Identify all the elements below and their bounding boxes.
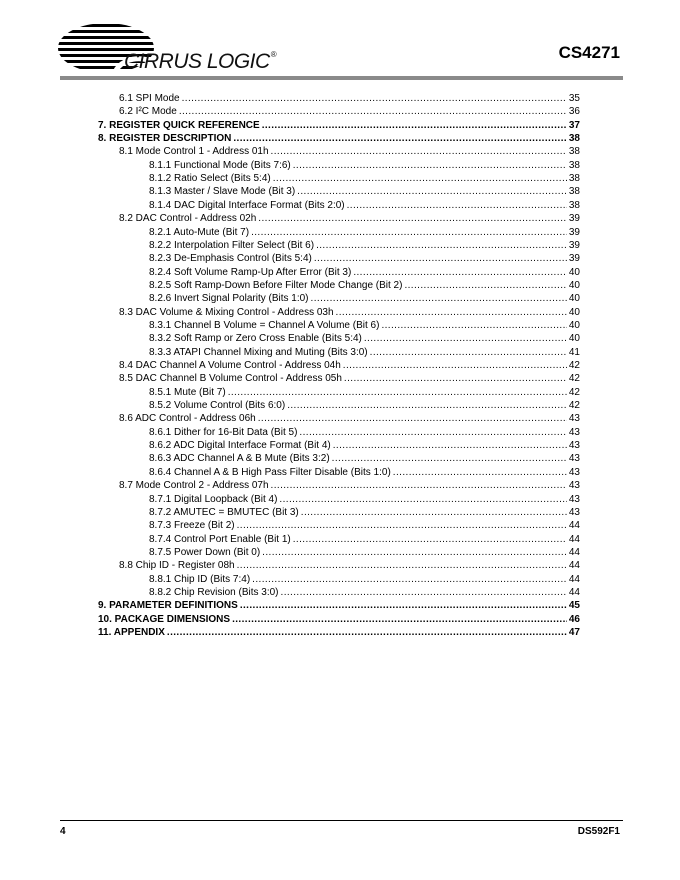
page-number: 4 — [60, 826, 66, 837]
toc-entry-title: 8.7.2 AMUTEC = BMUTEC (Bit 3) — [149, 506, 299, 518]
toc-entry[interactable] — [119, 412, 580, 425]
toc-entry[interactable] — [149, 292, 580, 305]
toc-entry[interactable] — [149, 426, 580, 439]
toc-entry-title: 8.8 Chip ID - Register 08h — [119, 560, 235, 572]
toc-entry[interactable] — [149, 346, 580, 359]
toc-entry-page: 43 — [568, 506, 580, 518]
toc-entry[interactable] — [119, 372, 580, 385]
toc-leader-dots — [232, 613, 567, 626]
toc-entry-page: 38 — [568, 146, 580, 158]
toc-entry-page: 39 — [568, 253, 580, 265]
toc-entry-title: 8.6.1 Dither for 16-Bit Data (Bit 5) — [149, 426, 298, 438]
toc-leader-dots — [316, 239, 567, 252]
toc-entry-page: 43 — [568, 426, 580, 438]
toc-entry-title: 8.1.2 Ratio Select (Bits 5:4) — [149, 173, 271, 185]
toc-entry-page: 42 — [568, 400, 580, 412]
toc-leader-dots — [364, 332, 567, 345]
toc-leader-dots — [237, 559, 567, 572]
toc-entry-title: 8.5.1 Mute (Bit 7) — [149, 386, 226, 398]
toc-entry-title: 8.7.3 Freeze (Bit 2) — [149, 520, 235, 532]
toc-entry-title: 8.6.3 ADC Channel A & B Mute (Bits 3:2) — [149, 453, 330, 465]
toc-entry-title: 8.8.2 Chip Revision (Bits 3:0) — [149, 586, 279, 598]
toc-entry[interactable] — [149, 185, 580, 198]
toc-entry-page: 44 — [568, 520, 580, 532]
toc-entry-page: 38 — [568, 199, 580, 211]
toc-entry-page: 39 — [568, 213, 580, 225]
toc-leader-dots — [353, 266, 567, 279]
toc-entry-title: 8.2.5 Soft Ramp-Down Before Filter Mode Change (Bit 2) — [149, 279, 403, 291]
toc-leader-dots — [293, 159, 567, 172]
toc-entry-page: 43 — [568, 453, 580, 465]
toc-entry-title: 11. APPENDIX — [98, 627, 165, 638]
toc-entry-title: 8.2.2 Interpolation Filter Select (Bit 6) — [149, 239, 315, 251]
toc-leader-dots — [381, 319, 566, 332]
toc-entry[interactable] — [149, 266, 580, 279]
toc-entry-title: 8.1.3 Master / Slave Mode (Bit 3) — [149, 186, 296, 198]
footer-rule — [60, 820, 623, 821]
toc-entry[interactable] — [119, 212, 580, 225]
toc-leader-dots — [301, 506, 567, 519]
toc-entry-page: 43 — [568, 493, 580, 505]
toc-entry[interactable] — [149, 199, 580, 212]
toc-entry-page: 42 — [568, 360, 580, 371]
toc-entry-title: 8.2 DAC Control - Address 02h — [119, 213, 257, 225]
toc-entry[interactable] — [119, 559, 580, 572]
toc-leader-dots — [404, 279, 566, 292]
toc-leader-dots — [314, 252, 567, 265]
toc-leader-dots — [179, 105, 567, 118]
page-header — [0, 0, 680, 90]
toc-leader-dots — [370, 346, 567, 359]
toc-entry[interactable] — [149, 252, 580, 265]
toc-entry[interactable] — [149, 332, 580, 345]
toc-entry-title: 8.3.2 Soft Ramp or Zero Cross Enable (Bits 5:4) — [149, 333, 362, 345]
toc-entry[interactable] — [149, 452, 580, 465]
toc-entry-page: 44 — [568, 573, 580, 585]
toc-entry[interactable] — [98, 613, 580, 626]
toc-leader-dots — [271, 479, 567, 492]
toc-leader-dots — [262, 546, 567, 559]
toc-leader-dots — [262, 119, 567, 132]
toc-entry-page: 46 — [568, 613, 580, 625]
toc-entry-page: 40 — [568, 279, 580, 291]
toc-entry-title: 8.6.4 Channel A & B High Pass Filter Disable (Bits 1:0) — [149, 466, 391, 478]
toc-entry[interactable] — [119, 359, 580, 372]
toc-entry-page: 45 — [568, 600, 580, 612]
toc-entry-title: 6.1 SPI Mode — [119, 93, 180, 104]
toc-entry-title: 8.5 DAC Channel B Volume Control - Address 05h — [119, 373, 342, 385]
toc-entry-title: 8.6 ADC Control - Address 06h — [119, 413, 256, 425]
toc-entry-page: 37 — [568, 119, 580, 131]
toc-entry-title: 8.2.1 Auto-Mute (Bit 7) — [149, 226, 250, 238]
toc-entry[interactable] — [119, 145, 580, 158]
toc-entry-page: 42 — [568, 373, 580, 385]
toc-entry-title: 10. PACKAGE DIMENSIONS — [98, 613, 231, 625]
toc-entry[interactable] — [119, 92, 580, 105]
toc-entry[interactable] — [149, 466, 580, 479]
toc-leader-dots — [182, 92, 567, 105]
toc-entry-title: 8.3.1 Channel B Volume = Channel A Volume (Bit 6) — [149, 319, 380, 331]
toc-leader-dots — [311, 292, 567, 305]
toc-entry-title: 8.2.3 De-Emphasis Control (Bits 5:4) — [149, 253, 312, 265]
toc-entry-page: 40 — [568, 266, 580, 278]
toc-leader-dots — [343, 359, 567, 372]
toc-entry-page: 40 — [568, 333, 580, 345]
toc-entry-page: 38 — [568, 133, 580, 145]
toc-entry[interactable] — [119, 105, 580, 118]
toc-entry-page: 40 — [568, 319, 580, 331]
logo-wordmark: CIRRUS LOGIC® — [124, 50, 277, 73]
toc-leader-dots — [240, 599, 567, 612]
toc-entry-title: 8.8.1 Chip ID (Bits 7:4) — [149, 573, 251, 585]
toc-entry-title: 8.7 Mode Control 2 - Address 07h — [119, 480, 269, 492]
toc-entry[interactable] — [149, 586, 580, 599]
toc-entry[interactable] — [149, 159, 580, 172]
toc-entry-page: 43 — [568, 440, 580, 452]
toc-entry[interactable] — [98, 626, 580, 639]
toc-entry[interactable] — [149, 172, 580, 185]
toc-leader-dots — [167, 626, 567, 639]
toc-entry-page: 38 — [568, 186, 580, 198]
toc-entry-title: 8.7.1 Digital Loopback (Bit 4) — [149, 493, 278, 505]
toc-entry-title: 8.7.5 Power Down (Bit 0) — [149, 546, 261, 558]
toc-entry-page: 44 — [568, 546, 580, 558]
toc-entry-page: 40 — [568, 293, 580, 305]
toc-leader-dots — [233, 132, 567, 145]
toc-entry[interactable] — [149, 226, 580, 239]
toc-entry-title: 8.7.4 Control Port Enable (Bit 1) — [149, 533, 291, 545]
toc-entry[interactable] — [98, 119, 580, 132]
toc-leader-dots — [281, 586, 567, 599]
toc-leader-dots — [333, 439, 567, 452]
toc-entry-page: 35 — [568, 93, 580, 104]
toc-entry-title: 7. REGISTER QUICK REFERENCE — [98, 119, 260, 131]
toc-entry-page: 43 — [568, 466, 580, 478]
toc-entry-page: 44 — [568, 533, 580, 545]
toc-leader-dots — [237, 519, 567, 532]
toc-entry[interactable] — [149, 573, 580, 586]
toc-entry[interactable] — [98, 599, 580, 612]
toc-leader-dots — [332, 452, 567, 465]
header-rule — [60, 76, 623, 80]
toc-entry-title: 6.2 I²C Mode — [119, 106, 177, 118]
toc-entry-title: 8.2.6 Invert Signal Polarity (Bits 1:0) — [149, 293, 309, 305]
toc-entry[interactable] — [149, 399, 580, 412]
toc-entry[interactable] — [149, 533, 580, 546]
toc-entry-title: 8. REGISTER DESCRIPTION — [98, 133, 232, 145]
toc-entry-title: 8.1.1 Functional Mode (Bits 7:6) — [149, 159, 291, 171]
document-number: CS4271 — [558, 43, 620, 62]
toc-entry-page: 44 — [568, 560, 580, 572]
toc-entry-title: 8.2.4 Soft Volume Ramp-Up After Error (Bit 3) — [149, 266, 352, 278]
toc-entry-page: 42 — [568, 386, 580, 398]
toc-entry-title: 8.3.3 ATAPI Channel Mixing and Muting (Bits 3:0) — [149, 346, 368, 358]
toc-leader-dots — [279, 493, 566, 506]
toc-entry[interactable] — [149, 506, 580, 519]
toc-leader-dots — [287, 399, 567, 412]
toc-entry[interactable] — [149, 386, 580, 399]
toc-entry-page: 38 — [568, 173, 580, 185]
toc-entry-page: 41 — [568, 346, 580, 358]
toc-leader-dots — [299, 426, 566, 439]
toc-entry[interactable] — [149, 319, 580, 332]
toc-leader-dots — [258, 412, 567, 425]
toc-leader-dots — [271, 145, 567, 158]
toc-leader-dots — [393, 466, 567, 479]
toc-leader-dots — [336, 306, 567, 319]
toc-entry[interactable] — [149, 546, 580, 559]
toc-entry-title: 8.4 DAC Channel A Volume Control - Address 04h — [119, 360, 341, 371]
toc-entry[interactable] — [149, 239, 580, 252]
toc-entry-title: 8.5.2 Volume Control (Bits 6:0) — [149, 400, 286, 412]
toc-entry-page: 39 — [568, 239, 580, 251]
toc-entry-page: 44 — [568, 586, 580, 598]
toc-leader-dots — [293, 533, 567, 546]
toc-entry-title: 8.1.4 DAC Digital Interface Format (Bits 2:0) — [149, 199, 345, 211]
toc-entry-title: 8.6.2 ADC Digital Interface Format (Bit 4) — [149, 440, 331, 452]
toc-leader-dots — [347, 199, 567, 212]
toc-entry-page: 40 — [568, 306, 580, 318]
toc-entry-page: 36 — [568, 106, 580, 118]
toc-leader-dots — [297, 185, 567, 198]
toc-entry[interactable] — [149, 439, 580, 452]
toc-leader-dots — [228, 386, 567, 399]
toc-entry-title: 9. PARAMETER DEFINITIONS — [98, 600, 238, 612]
toc-entry-page: 39 — [568, 226, 580, 238]
toc-leader-dots — [344, 372, 567, 385]
toc-entry-page: 43 — [568, 413, 580, 425]
toc-entry[interactable] — [149, 493, 580, 506]
toc-entry[interactable] — [119, 306, 580, 319]
toc-entry-page: 47 — [568, 627, 580, 638]
toc-leader-dots — [252, 573, 567, 586]
toc-leader-dots — [258, 212, 567, 225]
toc-entry-title: 8.1 Mode Control 1 - Address 01h — [119, 146, 269, 158]
toc-leader-dots — [273, 172, 567, 185]
toc-leader-dots — [251, 226, 567, 239]
document-code: DS592F1 — [577, 826, 620, 837]
toc-entry-page: 38 — [568, 159, 580, 171]
toc-entry[interactable] — [149, 279, 580, 292]
toc-entry[interactable] — [98, 132, 580, 145]
toc-entry[interactable] — [119, 479, 580, 492]
toc-entry-title: 8.3 DAC Volume & Mixing Control - Address 03h — [119, 306, 334, 318]
toc-entry-page: 43 — [568, 480, 580, 492]
toc-entry[interactable] — [149, 519, 580, 532]
